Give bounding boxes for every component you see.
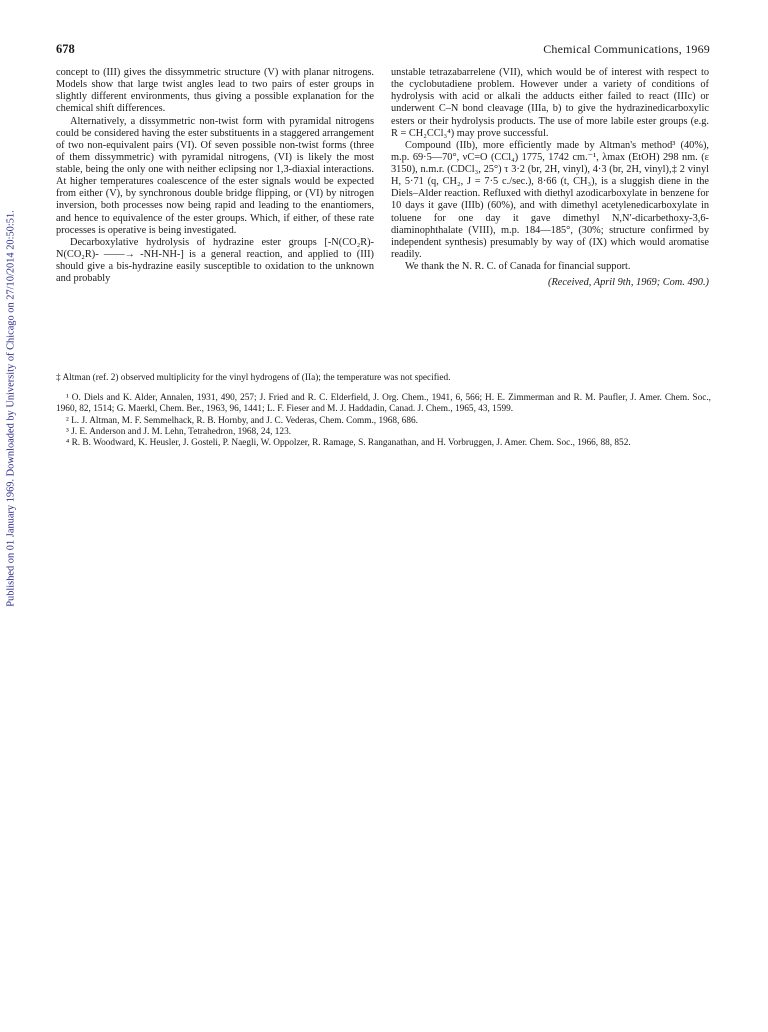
left-column [56, 67, 374, 285]
paragraph: Decarboxylative hydrolysis of hydrazine ester groups [-N(CO₂R)-N(CO₂R)- ——→ -NH-NH-] is a general reaction, and applied to (III) should give a bis-hydrazine easily susceptible to oxidation to the unknown and probably [56, 236, 374, 285]
running-header: Chemical Communications, 1969 [543, 42, 710, 56]
references [56, 393, 711, 449]
reference-item: ³ J. E. Anderson and J. M. Lehn, Tetrahedron, 1968, 24, 123. [66, 426, 292, 437]
paragraph: Alternatively, a dissymmetric non-twist form with pyramidal nitrogens could be considered having the ester substituents in a staggered arrangement of two non-equivalent pairs (VI). Of seven possible non-twist forms (three of them dissymmetric) with pyramidal nitrogens, (VI) is likely the most stable, being the only one with neither eclipsing nor 1,3-diaxial interactions. At higher temperatures coalescence of the ester signals would be expected from either (V), by synchronous double bridge flipping, or (VI) by nitrogen inversion, both processes now being rapid and leading to the enantiomers, and hence to equivalence of the ester groups. Which, if either, of these rate processes is operative is being investigated. [56, 115, 374, 236]
reference-item: ² L. J. Altman, M. F. Semmelhack, R. B. Hornby, and J. C. Vederas, Chem. Comm., 1968, 686. [66, 415, 418, 426]
paragraph: Compound (IIb), more efficiently made by Altman's method³ (40%), m.p. 69·5—70°, νC=O (CCl₄) 1775, 1742 cm.⁻¹, λmax (EtOH) 298 nm. (ε 3150), n.m.r. (CDCl₃, 25°) τ 3·2 (br, 2H, vinyl), 4·3 (br, 2H, vinyl),‡ 2 vinyl H, 5·71 (q, CH₂, J = 7·5 c./sec.), 8·66 (t, CH₃), is a sluggish diene in the Diels–Alder reaction. Refluxed with diethyl azodicarboxylate in benzene for 10 days it gave (IIIb) (60%), and with dimethyl acetylenedicarboxylate in toluene for one day it gave dimethyl N,N′-dicarbethoxy-3,6-diaminophthalate (VIII), m.p. 184—185°, (30%; structure confirmed by independent synthesis) presumably by way of (IX) which would aromatise readily. [391, 139, 709, 260]
right-column [391, 67, 709, 289]
paragraph: concept to (III) gives the dissymmetric structure (V) with planar nitrogens. Models show that large twist angles lead to two pairs of ester groups in slightly different environments, thus giving a possible explanation for the chemical shift differences. [56, 67, 374, 115]
reference-item: ⁴ R. B. Woodward, K. Heusler, J. Gosteli, P. Naegli, W. Oppolzer, R. Ramage, S. Ranganathan, and H. Vorbruggen, J. Amer. Chem. Soc., 1966, 88, 852. [66, 438, 631, 449]
footnote: ‡ Altman (ref. 2) observed multiplicity for the vinyl hydrogens of (IIa); the temperature was not specified. [56, 373, 451, 383]
paragraph: unstable tetrazabarrelene (VII), which would be of interest with respect to the cyclobutadiene problem. However under a variety of conditions of hydrolysis with acid or alkali the adducts either failed to react (IIIc) or underwent C–N bond cleavage (IIIa, b) to give the hydrazinedicarboxylic esters or their hydrolysis products. The use of more labile ester groups (e.g. R = CH₂CCl₃⁴) may prove successful. [391, 67, 709, 139]
received-date: (Received, April 9th, 1969; Com. 490.) [548, 277, 709, 289]
acknowledgement: We thank the N. R. C. of Canada for financial support. [405, 261, 631, 272]
page-number: 678 [56, 42, 75, 56]
reference-item: ¹ O. Diels and K. Alder, Annalen, 1931, 490, 257; J. Fried and R. C. Elderfield, J. Org. Chem., 1941, 6, 566; H. E. Zimmerman and R. M. Paufler, J. Amer. Chem. Soc., 1960, 82, 1514; G. Maerkl, Chem. Ber., 1963, 96, 1441; L. F. Fieser and M. J. Haddadin, Canad. J. Chem., 1965, 43, 1599. [56, 393, 711, 415]
download-watermark-text: Published on 01 January 1969. Downloaded by University of Chicago on 27/10/2014 20:50:51. [5, 210, 17, 607]
download-watermark [2, 195, 20, 625]
